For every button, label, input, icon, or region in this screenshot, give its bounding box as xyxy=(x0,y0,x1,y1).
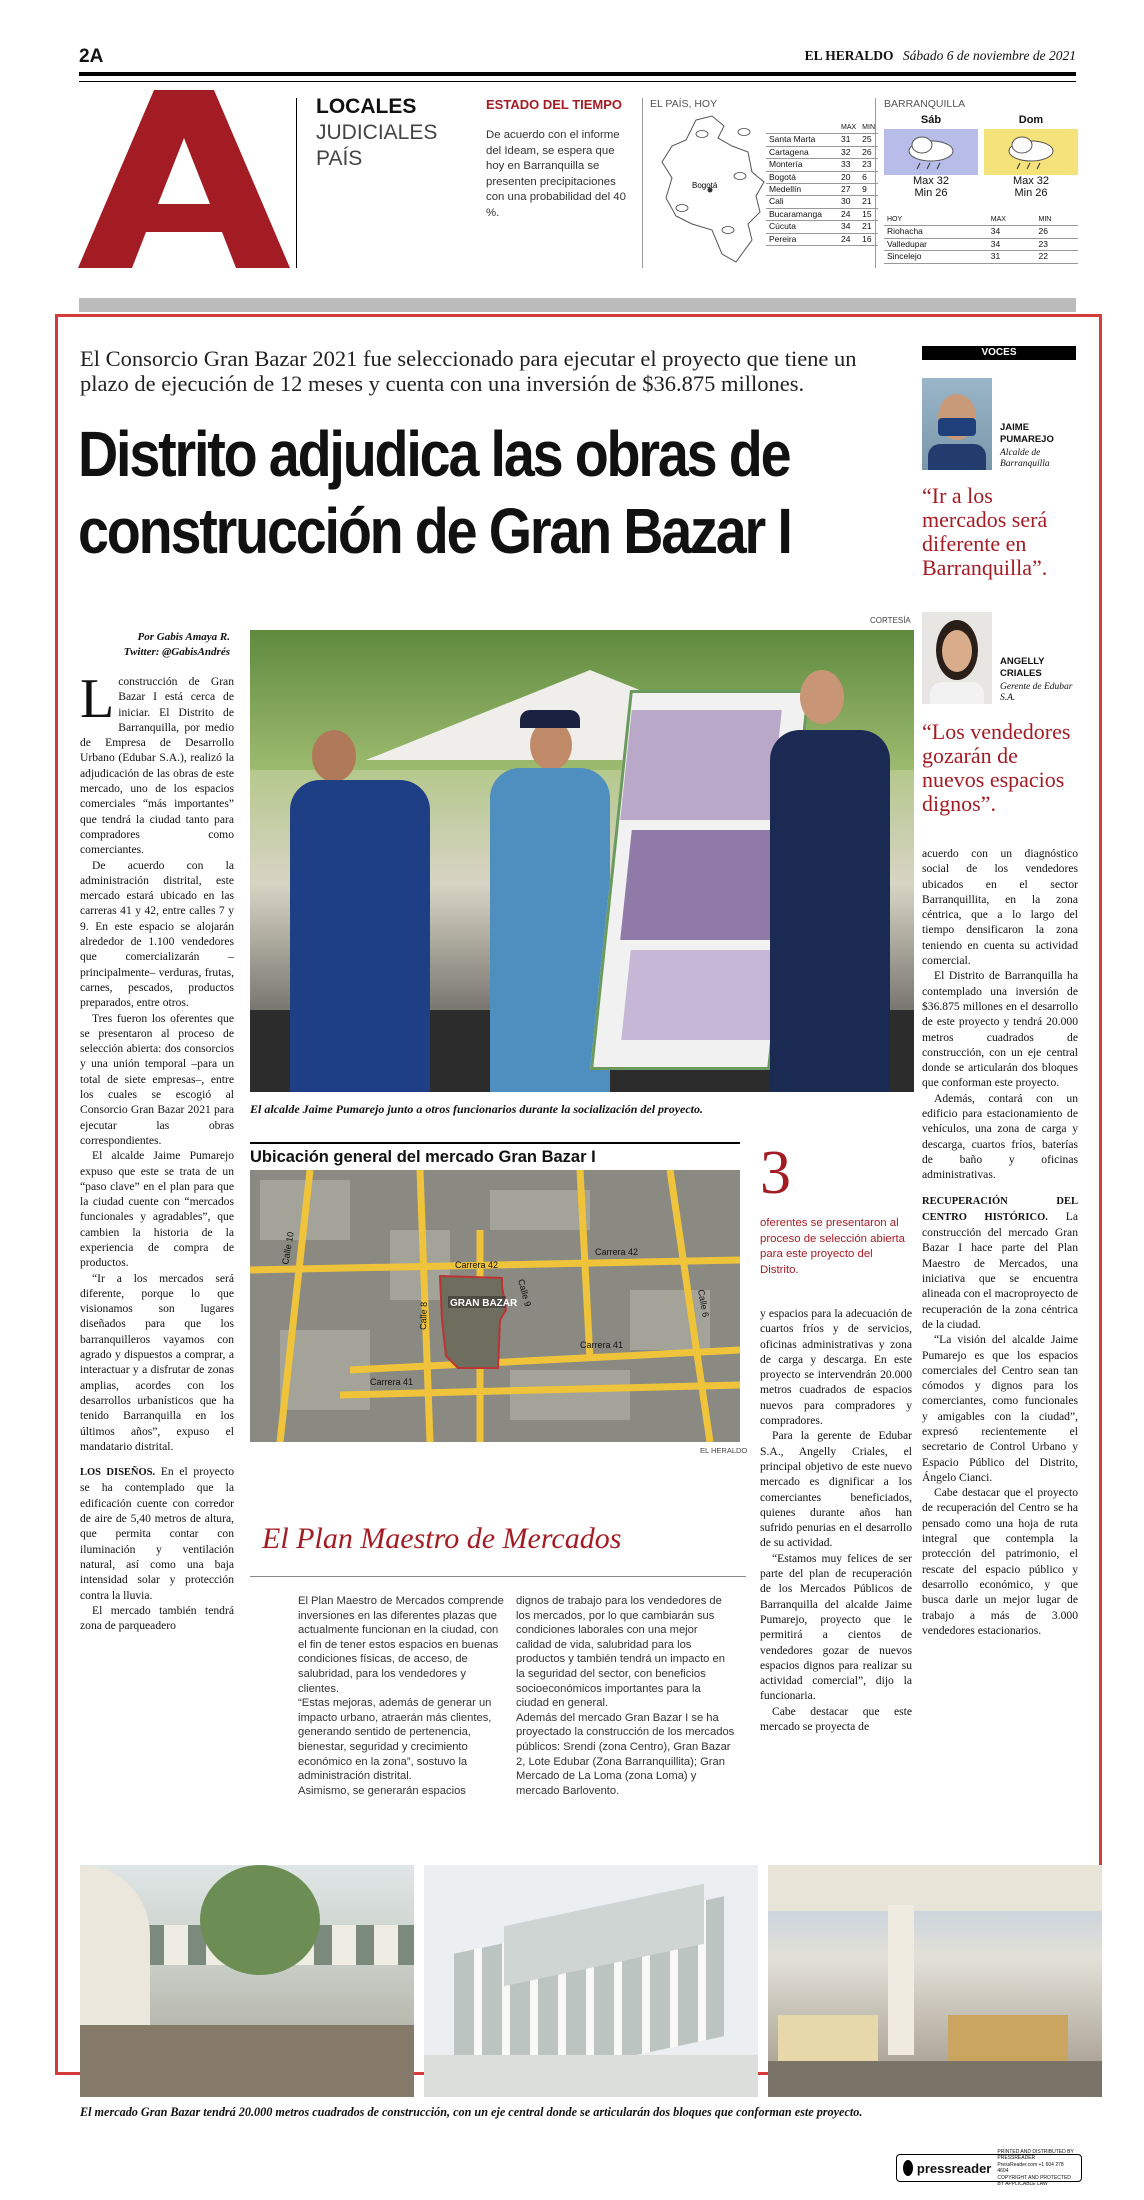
headline xyxy=(78,416,809,570)
paragraph: Para la gerente de Edubar S.A., Angelly Criales, el principal objetivo de este nuevo mercado es dignificar a los comerciantes beneficiados, quienes durante años han sufrido penurias en el desarrollo de su actividad. xyxy=(760,1429,912,1550)
map-label: Carrera 42 xyxy=(455,1260,499,1270)
section-nav xyxy=(316,94,437,172)
article-column-1 xyxy=(80,668,234,1633)
section-locales[interactable]: LOCALES xyxy=(316,95,417,118)
stat-number: 3 xyxy=(760,1139,791,1207)
p2-role: Gerente de Edubar S.A. xyxy=(1000,682,1073,703)
p1-name: JAIME PUMAREJO xyxy=(1000,422,1054,445)
city-max: 31 xyxy=(988,251,1036,263)
map-credit: EL HERALDO xyxy=(700,1446,748,1455)
pressreader-brand: pressreader xyxy=(916,2160,992,2176)
plan-column-2 xyxy=(516,1594,736,1798)
paragraph: El Plan Maestro de Mercados comprende inversiones en las diferentes plazas que actualmente funcionan en la ciudad, con el fin de tener estos espacios en buenas condiciones físicas, de acceso, de salubridad, para los vendedores y clientes. xyxy=(298,1595,504,1695)
city-weather-row xyxy=(766,159,878,171)
weather-divider xyxy=(642,98,643,268)
section-letter xyxy=(74,86,294,272)
city-weather-row xyxy=(884,251,1078,263)
city-min: 16 xyxy=(859,233,878,245)
paragraph: “Estas mejoras, además de generar un impacto urbano, atraerán más clientes, generando sentido de pertenencia, bienestar, seguridad y crecimiento económico en la zona”, sostuvo la administración distrital. xyxy=(298,1697,492,1783)
city-name: Medellín xyxy=(766,184,838,196)
forecast-min: Min 26 xyxy=(1014,187,1048,199)
city-name: Valledupar xyxy=(884,238,988,250)
headline-line-2: construcción de Gran Bazar I xyxy=(78,495,791,567)
p1-quote: “Ir a los mercados será diferente en Barranquilla”. xyxy=(922,483,1048,580)
city-max: 20 xyxy=(838,171,859,183)
byline-twitter: Twitter: @GabisAndrés xyxy=(123,646,230,658)
weather-divider-2 xyxy=(875,98,876,268)
paragraph: Tres fueron los oferentes que se presentaron al proceso de selección abierta: dos consorcios y una unión temporal –para un total de siete empresas–, entre los cuales se escogió al Consorcio Gran Bazar 2021 para ejecutar las obras correspondientes. xyxy=(80,1011,234,1147)
city-weather-row xyxy=(766,221,878,233)
city-weather-row xyxy=(884,226,1078,238)
map-label: Calle 8 xyxy=(418,1301,429,1331)
paragraph: Asimismo, se generarán espacios xyxy=(298,1784,466,1797)
city-weather-row xyxy=(884,238,1078,250)
map-title: Ubicación general del mercado Gran Bazar I xyxy=(250,1148,596,1166)
paragraph: El Distrito de Barranquilla ha contemplado una inversión de $36.875 millones en el desarrollo de este proyecto y tendrá 20.000 metros cuadrados de construcción, con un eje central donde se articularán dos bloques que conforman este proyecto. xyxy=(922,969,1078,1090)
city-weather-row xyxy=(766,134,878,146)
city-min: 22 xyxy=(1035,251,1078,263)
map-label: Carrera 41 xyxy=(580,1340,624,1350)
col-header: MAX xyxy=(988,214,1036,226)
col-header: MIN xyxy=(859,122,878,134)
section-letter-a-icon xyxy=(74,86,294,272)
baq-label: BARRANQUILLA xyxy=(884,98,966,110)
city-name: Santa Marta xyxy=(766,134,838,146)
paragraph: “Ir a los mercados será diferente, porque lo que visionamos son lugares diseñados para que los barranquilleros vayamos con agrado y dispuestos a comprar, a interactuar y a disfrutar de zonas amplias, acordes con los desarrollos urbanísticos que ha tenido Barranquilla en los últimos años”, expuso el mandatario distrital. xyxy=(80,1271,234,1453)
city-name: Riohacha xyxy=(884,226,988,238)
city-min: 15 xyxy=(859,208,878,220)
bottom-caption: El mercado Gran Bazar tendrá 20.000 metros cuadrados de construcción, con un eje central donde se articularán dos bloques que conforman este proyecto. xyxy=(80,2105,863,2119)
render-photo-2 xyxy=(424,1865,758,2097)
col-header: MIN xyxy=(1035,214,1078,226)
paragraph: Además del mercado Gran Bazar I se ha proyectado la construcción de los mercados públicos: Srendi (zona Centro), Gran Bazar 2, Lote Edubar (Zona Barranquillita); Gran Mercado de La Loma (zona Loma) y mercado Barlovento. xyxy=(516,1711,735,1797)
plan-title: El Plan Maestro de Mercados xyxy=(262,1522,622,1555)
masthead-date xyxy=(805,48,1076,64)
city-name: Cartagena xyxy=(766,146,838,158)
photo-caption: El alcalde Jaime Pumarejo junto a otros funcionarios durante la socialización del proyecto. xyxy=(250,1102,704,1116)
cloud-rain-icon xyxy=(884,129,978,175)
gray-band xyxy=(79,298,1076,312)
p1-role: Alcalde de Barranquilla xyxy=(1000,448,1050,469)
paragraph: El alcalde Jaime Pumarejo expuso que este se trata de un “paso clave” en el plan para que la ciudad cuente con “mercados funcionales y agradables”, que cambien la historia de la experiencia de compra de productos. xyxy=(80,1149,234,1270)
city-weather-row xyxy=(766,184,878,196)
city-max: 24 xyxy=(838,233,859,245)
paper-name: EL HERALDO xyxy=(804,48,894,63)
drop-cap: L xyxy=(80,668,115,730)
paragraph: dignos de trabajo para los vendedores de los mercados, por lo que cambiarán sus condiciones laborales con una mejor calidad de vida, salubridad para los productos y también tendrá un impacto en la seguridad del sector, con beneficios socioeconómicos importantes para la ciudad en general. xyxy=(516,1595,725,1710)
photo-credit: CORTESÍA xyxy=(870,616,911,625)
city-weather-row xyxy=(766,171,878,183)
colombia-map xyxy=(652,112,770,268)
paragraph: y espacios para la adecuación de cuartos fríos y de servicios, oficinas administrativas y zona de carga y descarga. En este proyecto se intervendrán 20.000 metros cuadrados de espacios nuevos para compradores y compradores. xyxy=(760,1307,912,1428)
section-judiciales[interactable]: JUDICIALES xyxy=(316,121,438,144)
subhead: LOS DISEÑOS. xyxy=(80,1467,156,1479)
city-max: 34 xyxy=(988,238,1036,250)
forecast-day-label: Dom xyxy=(1018,114,1044,126)
col-header: MAX xyxy=(838,122,859,134)
byline-author: Por Gabis Amaya R. xyxy=(137,631,230,643)
country-weather-label: EL PAÍS, HOY xyxy=(650,98,718,110)
subhead-text: La construcción del mercado Gran Bazar I hace parte del Plan Maestro de Mercados, una iniciativa que se encuentra alineada con el macroproyecto de recuperación de la zona céntrica de la ciudad. xyxy=(922,1209,1078,1331)
map-gran-bazar-label: GRAN BAZAR xyxy=(450,1298,518,1309)
paragraph xyxy=(80,1464,234,1603)
map-rule xyxy=(250,1142,740,1144)
paragraph xyxy=(922,1193,1078,1333)
paragraph: Además, contará con un edificio para estacionamiento de vehículos, una zona de carga y descarga, cuartos fríos, baterías de baño y oficinas administrativas. xyxy=(922,1091,1078,1182)
forecast-max: Max 32 xyxy=(1012,175,1050,187)
city-min: 21 xyxy=(859,196,878,208)
stat-text: oferentes se presentaron al proceso de selección abierta para este proyecto del Distrito. xyxy=(760,1217,906,1276)
pressreader-tagline: PRINTED AND DISTRIBUTED BY PRESSREADER xyxy=(997,2148,1074,2161)
city-name: Bogotá xyxy=(766,171,838,183)
city-max: 24 xyxy=(838,208,859,220)
city-max: 30 xyxy=(838,196,859,208)
article-column-3 xyxy=(760,1306,912,1734)
header-divider xyxy=(296,98,297,268)
location-map xyxy=(250,1170,740,1442)
forecast-days xyxy=(884,114,1078,198)
p2-name: ANGELLY CRIALES xyxy=(1000,656,1045,679)
plan-rule xyxy=(250,1576,746,1577)
city-min: 23 xyxy=(1035,238,1078,250)
city-min: 26 xyxy=(1035,226,1078,238)
weather-title: ESTADO DEL TIEMPO xyxy=(486,97,623,112)
city-name: Sincelejo xyxy=(884,251,988,263)
city-min: 26 xyxy=(859,146,878,158)
city-weather-row xyxy=(766,146,878,158)
city-max: 34 xyxy=(988,226,1036,238)
pressreader-badge[interactable] xyxy=(896,2148,1082,2187)
map-label: Carrera 41 xyxy=(370,1377,414,1387)
city-min: 25 xyxy=(859,134,878,146)
cloud-rain-icon xyxy=(984,129,1078,175)
pressreader-copyright: COPYRIGHT AND PROTECTED BY APPLICABLE LAW xyxy=(997,2174,1071,2187)
map-label: Calle 6 xyxy=(696,1288,711,1318)
paragraph: Cabe destacar que este mercado se proyecta de xyxy=(760,1704,912,1734)
subhead-text: En el proyecto se ha contemplado que la edificación cuente con corredor de aire de 5,40 metros de altura, que permita contar con iluminación y ventilación natural, así como una baja intensidad solar y protección contra la lluvia. xyxy=(80,1465,234,1602)
map-label: Calle 9 xyxy=(516,1277,533,1308)
main-photo xyxy=(250,630,914,1092)
map-label: Carrera 42 xyxy=(595,1247,639,1257)
subhead: RECUPERACIÓN DEL CENTRO HISTÓRICO. xyxy=(922,1195,1078,1223)
city-weather-row xyxy=(766,208,878,220)
headline-line-1: Distrito adjudica las obras de xyxy=(78,418,790,490)
city-name: Montería xyxy=(766,159,838,171)
header-rule xyxy=(79,72,1076,76)
city-min: 23 xyxy=(859,159,878,171)
date: Sábado 6 de noviembre de 2021 xyxy=(902,48,1076,63)
pressreader-url: PressReader.com +1 604 278 4604 xyxy=(997,2161,1064,2174)
p2-quote: “Los vendedores gozarán de nuevos espacios dignos”. xyxy=(922,719,1071,816)
deck: El Consorcio Gran Bazar 2021 fue seleccionado para ejecutar el proyecto que tiene un plazo de ejecución de 12 meses y cuenta con una inversión de $36.875 millones. xyxy=(80,346,857,396)
map-label: Calle 10 xyxy=(280,1231,296,1266)
paragraph: El mercado también tendrá zona de parqueadero xyxy=(80,1603,234,1633)
forecast-min: Min 26 xyxy=(914,187,948,199)
paragraph: acuerdo con un diagnóstico social de los vendedores ubicados en el sector Barranquillita, en la zona céntrica, que a lo largo del tiempo densificaron la zona teniendo en cuenta su actividad comercial. xyxy=(922,847,1078,968)
city-min: 21 xyxy=(859,221,878,233)
paragraph: “La visión del alcalde Jaime Pumarejo es que los espacios comerciales del Centro sean tan cómodos y dignos para los comerciantes, como funcionales y amigables con la ciudad”, expresó recientemente el secretario de Control Urbano y Espacio Público del Distrito, Ángelo Cianci. xyxy=(922,1333,1078,1484)
city-max: 32 xyxy=(838,146,859,158)
city-max: 27 xyxy=(838,184,859,196)
page-number: 2A xyxy=(79,46,104,67)
article-column-4 xyxy=(922,846,1078,1638)
forecast-day xyxy=(984,114,1078,198)
regional-weather-table xyxy=(884,214,1078,264)
portrait-criales xyxy=(922,612,992,704)
render-photo-3 xyxy=(768,1865,1102,2097)
weather-text: De acuerdo con el informe del Ideam, se espera que hoy en Barranquilla se presenten precipitaciones con una probabilidad del 40 %. xyxy=(486,129,626,219)
header-rule-thin xyxy=(79,81,1076,82)
paragraph: Cabe destacar que el proyecto de recuperación del Centro se ha pensado como una hoja de ruta integral que contempla la protección del patrimonio, el rescate del espacio público y desarrollo económico, y que busca darle un mejor lugar de trabajo a más de 3.000 vendedores estacionarios. xyxy=(922,1486,1078,1637)
forecast-day xyxy=(884,114,978,198)
plan-column-1 xyxy=(298,1594,508,1798)
city-name: Cali xyxy=(766,196,838,208)
country-weather-table xyxy=(766,122,878,246)
city-weather-row xyxy=(766,196,878,208)
portrait-pumarejo xyxy=(922,378,992,470)
forecast-max: Max 32 xyxy=(912,175,950,187)
paragraph: construcción de Gran Bazar I está cerca de iniciar. El Distrito de Barranquilla, por medio de Empresa de Desarrollo Urbano (Edubar S.A.), realizó la adjudicación de las obras de este mercado, uno de los espacios comerciales “más importantes” que tendrá la ciudad tanto para compradores como comerciantes. xyxy=(80,675,234,857)
byline xyxy=(80,630,230,660)
city-weather-row xyxy=(766,233,878,245)
render-photo-1 xyxy=(80,1865,414,2097)
city-min: 9 xyxy=(859,184,878,196)
pressreader-logo-icon xyxy=(903,2160,913,2176)
paragraph: De acuerdo con la administración distrital, este mercado estará ubicado en las carreras 41 y 42, entre calles 7 y 9. En este espacio se alojarán alrededor de 1.100 vendedores que comercializarán –principalmente– verduras, frutas, carnes, pescados, productos preparados, entre otros. xyxy=(80,858,234,1010)
city-min: 6 xyxy=(859,171,878,183)
city-name: Pereira xyxy=(766,233,838,245)
forecast-day-label: Sáb xyxy=(920,114,942,126)
map-capital-label: Bogotá xyxy=(692,181,718,190)
city-max: 31 xyxy=(838,134,859,146)
city-max: 34 xyxy=(838,221,859,233)
col-header: HOY xyxy=(884,214,988,226)
city-name: Cúcuta xyxy=(766,221,838,233)
voces-label: VOCES xyxy=(922,346,1076,360)
paragraph: “Estamos muy felices de ser parte del plan de recuperación de los Mercados Públicos de Barranquilla del alcalde Jaime Pumarejo, proyecto que le permitirá a cientos de vendedores gozar de nuevos espacios dignos para realizar su actividad comercial”, dijo la funcionaria. xyxy=(760,1551,912,1703)
col-header xyxy=(766,122,838,134)
section-pais[interactable]: PAÍS xyxy=(316,147,363,170)
city-max: 33 xyxy=(838,159,859,171)
city-name: Bucaramanga xyxy=(766,208,838,220)
